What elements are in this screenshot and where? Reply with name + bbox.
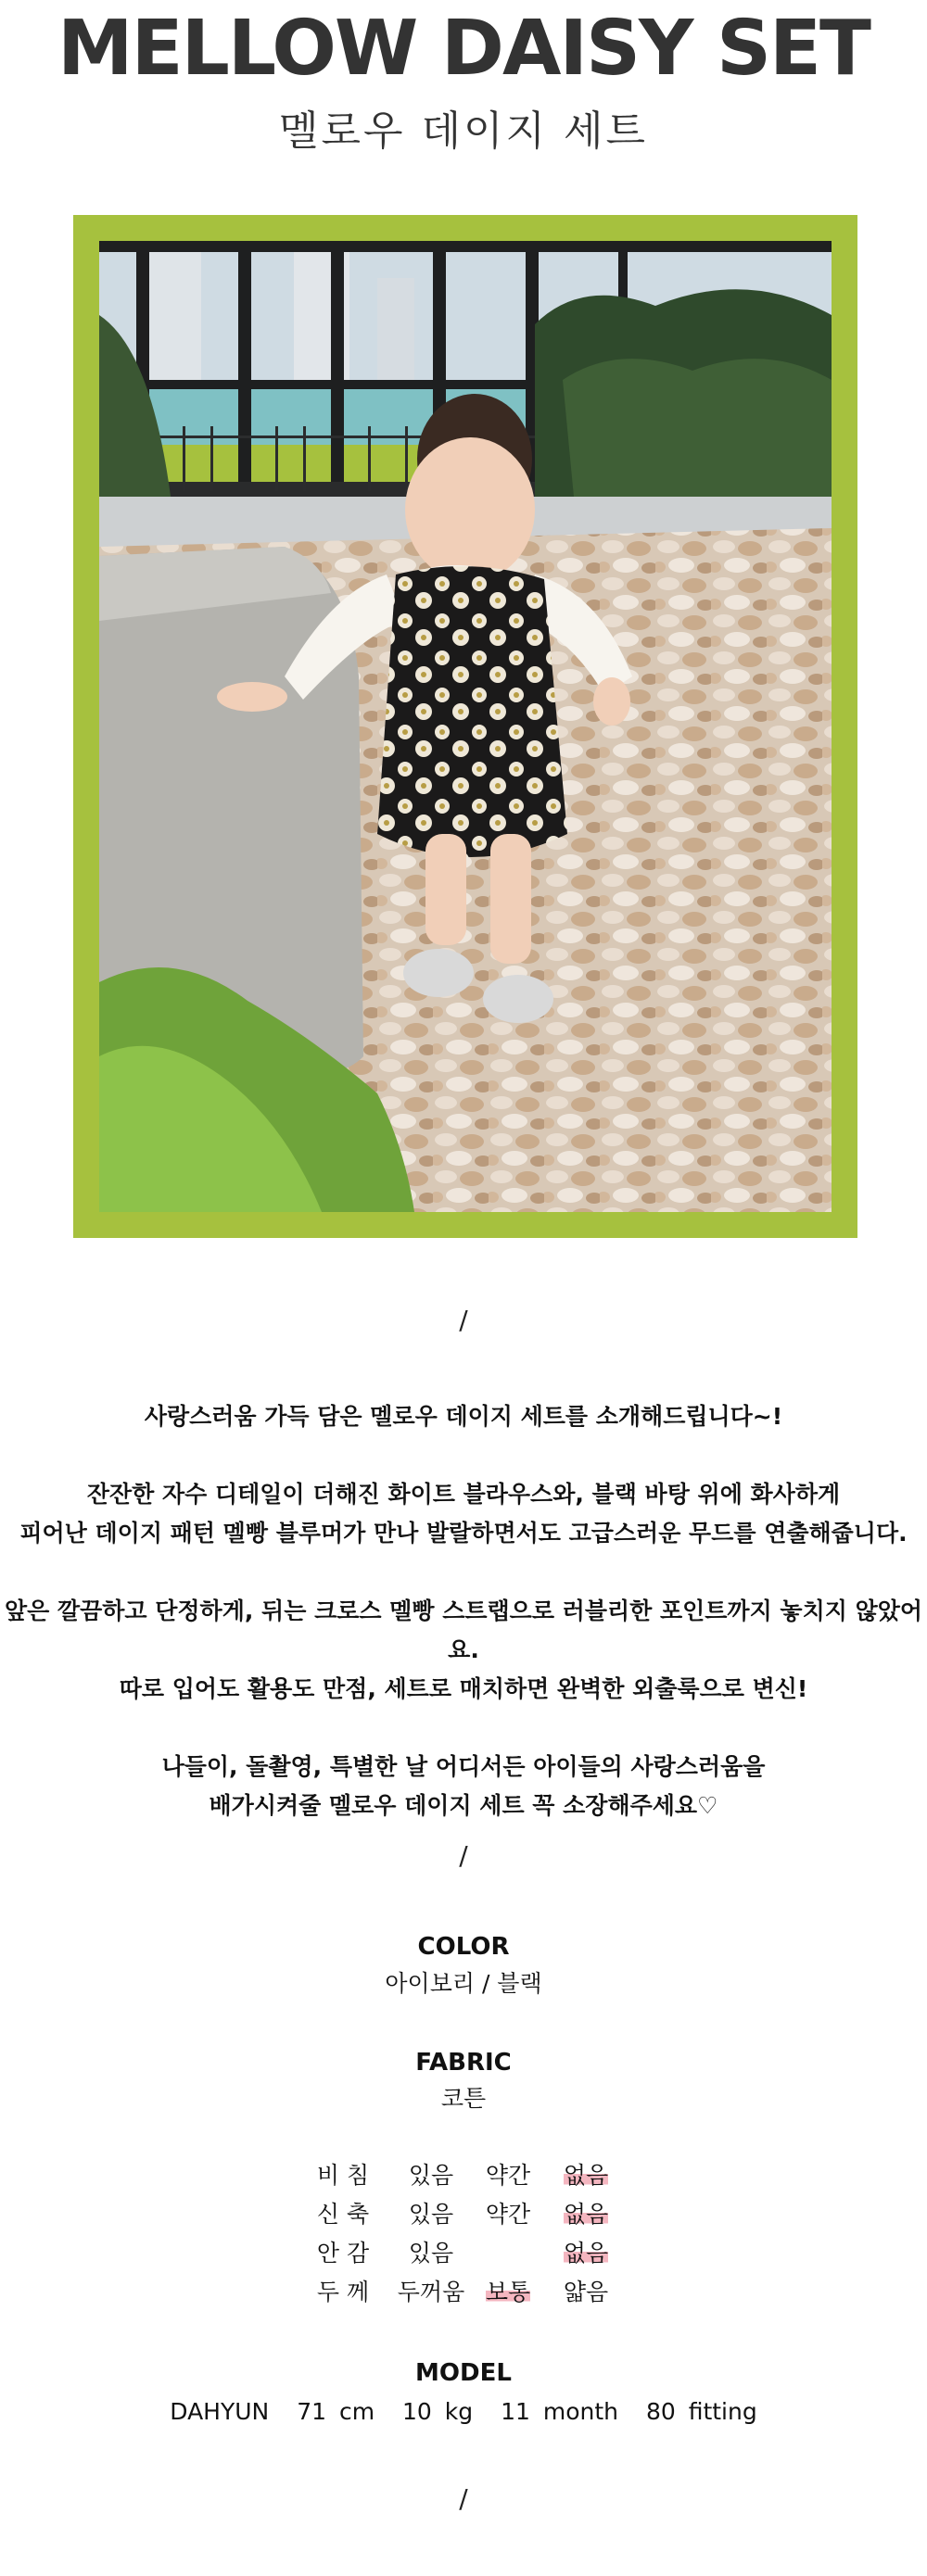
spec-option-label: 있음 [408,2201,454,2228]
spec-row [0,2196,927,2233]
color-label: COLOR [417,1933,510,1961]
page-subtitle: 멜로우 데이지 세트 [278,107,648,155]
spec-option-label: 없음 [563,2201,609,2228]
intro-line [0,1709,927,1748]
spec-name: 비 침 [316,2162,370,2189]
model-fitting: 80 fitting [645,2398,757,2425]
divider-slash: / [459,2483,468,2514]
model-name: DAHYUN [170,2398,270,2425]
spec-name: 안 감 [316,2240,370,2267]
spec-option-selected [535,2196,637,2229]
spec-option-selected [535,2235,637,2268]
intro-line: 따로 입어도 활용도 만점, 세트로 매치하면 완벽한 외출룩으로 변신! [119,1675,808,1702]
intro-line: 배가시켜줄 멜로우 데이지 세트 꼭 소장해주세요♡ [209,1792,718,1819]
intro-line: 피어난 데이지 패턴 멜빵 블루머가 만나 발랄하면서도 고급스러운 무드를 연출해줍니다. [19,1520,908,1547]
intro-line: 나들이, 돌촬영, 특별한 날 어디서든 아이들의 사랑스러움을 [161,1753,766,1780]
fabric-value: 코튼 [440,2085,487,2112]
spec-name: 두 께 [316,2279,370,2305]
spec-option [535,2274,637,2307]
product-photo-frame [73,215,857,1238]
spec-option-label: 약간 [485,2201,531,2228]
product-photo [99,241,832,1212]
intro-line [0,1553,927,1592]
spec-row [0,2235,927,2272]
spec-option-label: 없음 [563,2162,609,2189]
spec-option-label: 있음 [408,2162,454,2189]
spec-row [0,2157,927,2194]
spec-option-label: 약간 [485,2162,531,2189]
intro-line: 앞은 깔끔하고 단정하게, 뒤는 크로스 멜빵 스트랩으로 러블리한 포인트까지 놓치지 않았어요. [4,1597,923,1663]
intro-line [0,1436,927,1475]
spec-option-selected [535,2157,637,2191]
page-title: MELLOW DAISY SET [57,5,870,93]
intro-text [0,1397,927,1825]
fabric-label: FABRIC [415,2049,512,2077]
intro-line: 사랑스러움 가득 담은 멜로우 데이지 세트를 소개해드립니다~! [144,1403,783,1430]
spec-option [380,2235,482,2268]
model-weight: 10 kg [402,2398,474,2425]
model-age: 11 month [501,2398,618,2425]
divider-slash: / [459,1305,468,1335]
spec-option-label: 보통 [485,2279,531,2305]
spec-option-label: 얇음 [563,2279,609,2305]
divider-slash: / [459,1840,468,1871]
spec-row [0,2274,927,2311]
color-value: 아이보리 / 블랙 [385,1970,542,1997]
model-height: 71 cm [297,2398,375,2425]
spec-option-label: 없음 [563,2240,609,2267]
spec-option-label: 두꺼움 [397,2279,465,2305]
spec-name: 신 축 [316,2201,370,2228]
spec-option-label: 있음 [408,2240,454,2267]
model-label: MODEL [415,2359,512,2387]
intro-line: 잔잔한 자수 디테일이 더해진 화이트 블라우스와, 블랙 바탕 위에 화사하게 [86,1481,841,1508]
model-details [0,2400,927,2423]
